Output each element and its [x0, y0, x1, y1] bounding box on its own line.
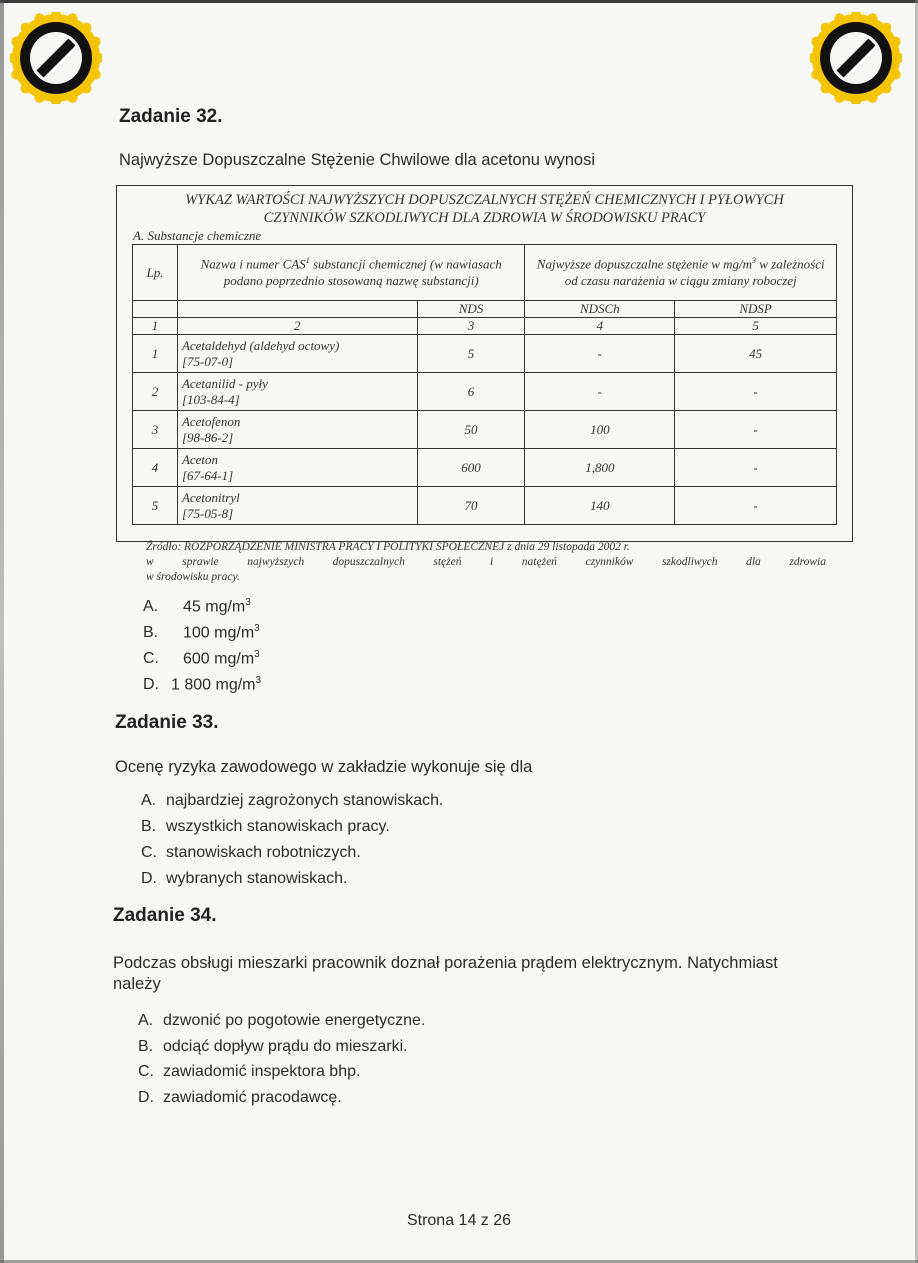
task-32-option-d[interactable]: D. 1 800 $mg/m^3$ [143, 675, 262, 694]
header-ndsch: NDSCh [525, 301, 675, 318]
header-name: Nazwa i numer CAS$^1$ substancji chemicznej (w nawiasach podano poprzednio stosowaną nazwę substancji) [177, 245, 524, 301]
page-number: Strona 14 z 26 [406, 1212, 512, 1229]
task-33-option-a[interactable]: A. najbardziej zagrożonych stanowiskach. [141, 792, 444, 809]
limits-table-panel [116, 185, 853, 542]
table-row: 5 Acetonitryl [75-05-8] 70 140 - [133, 487, 837, 525]
header-ndsp: NDSP [675, 301, 837, 318]
table-title-line1: WYKAZ WARTOŚCI NAJWYŻSZYCH DOPUSZCZALNYCH STĘŻEŃ CHEMICZNYCH I PYŁOWYCH [185, 192, 784, 208]
task-32-option-b[interactable]: B. 100 $mg/m^3$ [143, 623, 260, 642]
table-subtitle: A. Substancje chemiczne [133, 228, 262, 243]
scan-edge-left [0, 0, 4, 1263]
header-nds: NDS [417, 301, 525, 318]
task-34-option-d[interactable]: D. zawiadomić pracodawcę. [138, 1089, 342, 1106]
column-number: 2 [177, 318, 417, 335]
task-34-question-line1: Podczas obsługi mieszarki pracownik doznał porażenia prądem elektrycznym. Natychmiast [113, 954, 778, 972]
task-33-option-c[interactable]: C. stanowiskach robotniczych. [141, 844, 361, 861]
limits-table [132, 244, 837, 525]
table-source-note: Źródło: ROZPORZĄDZENIE MINISTRA PRACY I POLITYKI SPOŁECZNEJ z dnia 29 listopada 2002 r. w sprawie najwyższych dopuszczalnych stężeń i natężeń czynników szkodliwych dla zdrowia w środowisku pracy. [146, 541, 826, 583]
table-title-line2: CZYNNIKÓW SZKODLIWYCH DLA ZDROWIA W ŚRODOWISKU PRACY [263, 210, 706, 226]
task-33-heading: Zadanie 33. [115, 712, 219, 733]
task-32-heading: Zadanie 32. [119, 106, 223, 127]
column-number: 3 [417, 318, 525, 335]
table-row: 2 Acetanilid - pyły [103-84-4] 6 - - [133, 373, 837, 411]
header-limit: Najwyższe dopuszczalne stężenie w $mg/m^3$ w zależności od czasu narażenia w ciągu zmiany roboczej [525, 245, 837, 301]
task-34-heading: Zadanie 34. [113, 905, 217, 926]
prohibition-icon [810, 12, 902, 104]
task-32-question: Najwyższe Dopuszczalne Stężenie Chwilowe dla acetonu wynosi [119, 151, 595, 169]
table-row: 3 Acetofenon [98-86-2] 50 100 - [133, 411, 837, 449]
column-number: 1 [133, 318, 178, 335]
task-32-option-c[interactable]: C. 600 $mg/m^3$ [143, 649, 260, 668]
task-33-option-b[interactable]: B. wszystkich stanowiskach pracy. [141, 818, 390, 835]
task-34-option-c[interactable]: C. zawiadomić inspektora bhp. [138, 1063, 361, 1080]
task-33-question: Ocenę ryzyka zawodowego w zakładzie wykonuje się dla [115, 758, 533, 776]
task-32-option-a[interactable]: A. 45 $mg/m^3$ [143, 597, 251, 616]
task-34-option-b[interactable]: B. odciąć dopływ prądu do mieszarki. [138, 1038, 408, 1055]
header-lp: Lp. [133, 245, 178, 301]
table-row: 4 Aceton [67-64-1] 600 1,800 - [133, 449, 837, 487]
prohibition-icon [10, 12, 102, 104]
task-34-question-line2: należy [113, 975, 161, 993]
column-number: 5 [675, 318, 837, 335]
task-33-option-d[interactable]: D. wybranych stanowiskach. [141, 870, 348, 887]
task-34-option-a[interactable]: A. dzwonić po pogotowie energetyczne. [138, 1012, 426, 1029]
column-number: 4 [525, 318, 675, 335]
table-row: 1 Acetaldehyd (aldehyd octowy) [75-07-0] 5 - 45 [133, 335, 837, 373]
scan-edge-top [0, 0, 918, 3]
